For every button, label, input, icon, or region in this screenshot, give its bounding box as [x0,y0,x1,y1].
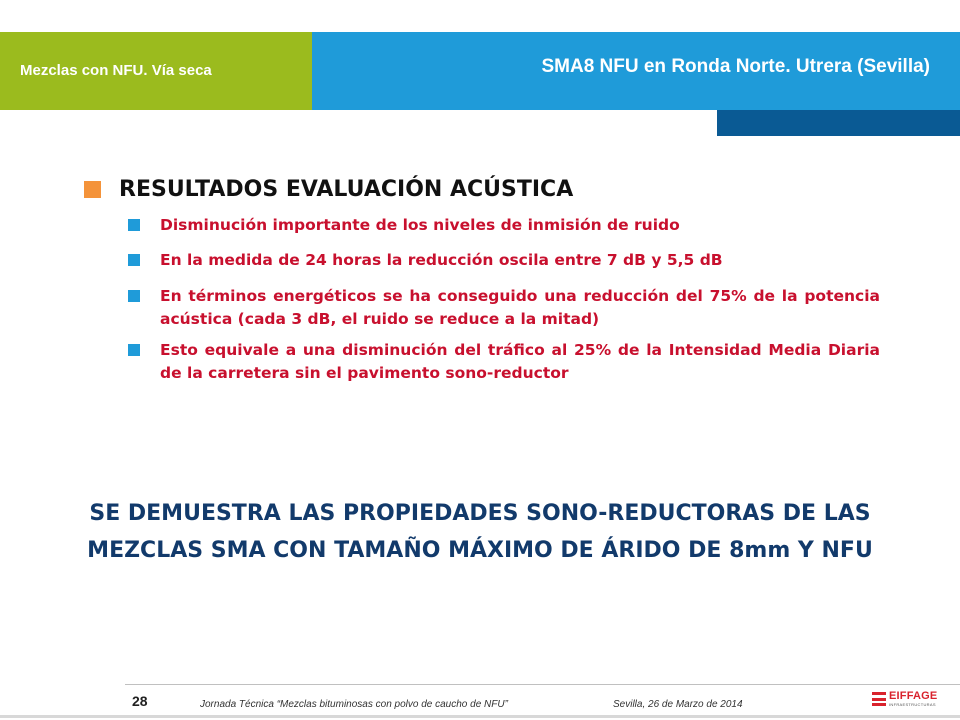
logo-name: EIFFAGE [889,690,938,702]
logo-subtitle: INFRAESTRUCTURAS [889,702,936,707]
footer-event-name: Jornada Técnica “Mezclas bituminosas con polvo de caucho de NFU” [200,699,508,710]
sub-bullet-text: En la medida de 24 horas la reducción oscila entre 7 dB y 5,5 dB [160,251,723,269]
footer-date-place: Sevilla, 26 de Marzo de 2014 [613,699,743,710]
eiffage-logo-mark-icon [872,692,886,706]
sub-bullet-item [128,339,880,385]
main-bullet [84,177,573,202]
eiffage-logo [872,691,937,707]
blue-square-bullet-icon [128,344,140,356]
blue-square-bullet-icon [128,254,140,266]
sub-bullet-text: Disminución importante de los niveles de inmisión de ruido [160,216,680,234]
header-accent-bar [717,110,960,136]
sub-bullet-list [128,214,880,385]
sub-bullet-text: En términos energéticos se ha conseguido una reducción del 75% de la potencia acústica (cada 3 dB, el ruido se reduce a la mitad) [160,287,880,328]
sub-bullet-text: Esto equivale a una disminución del tráfico al 25% de la Intensidad Media Diaria de la carretera sin el pavimento sono-reductor [160,341,880,382]
blue-square-bullet-icon [128,290,140,302]
section-label: Mezclas con NFU. Vía seca [20,62,212,79]
page-number: 28 [132,693,148,709]
footer-divider [125,684,960,685]
sub-bullet-item [128,214,880,237]
slide-title: SMA8 NFU en Ronda Norte. Utrera (Sevilla) [541,56,930,77]
main-bullet-heading: RESULTADOS EVALUACIÓN ACÚSTICA [119,177,574,202]
footer-bottom-rule [0,715,960,718]
sub-bullet-item [128,249,880,272]
conclusion-statement: SE DEMUESTRA LAS PROPIEDADES SONO-REDUCTORAS DE LAS MEZCLAS SMA CON TAMAÑO MÁXIMO DE ÁRIDO DE 8mm Y NFU [87,501,873,563]
orange-square-bullet-icon [84,181,101,198]
sub-bullet-item [128,285,880,331]
blue-square-bullet-icon [128,219,140,231]
